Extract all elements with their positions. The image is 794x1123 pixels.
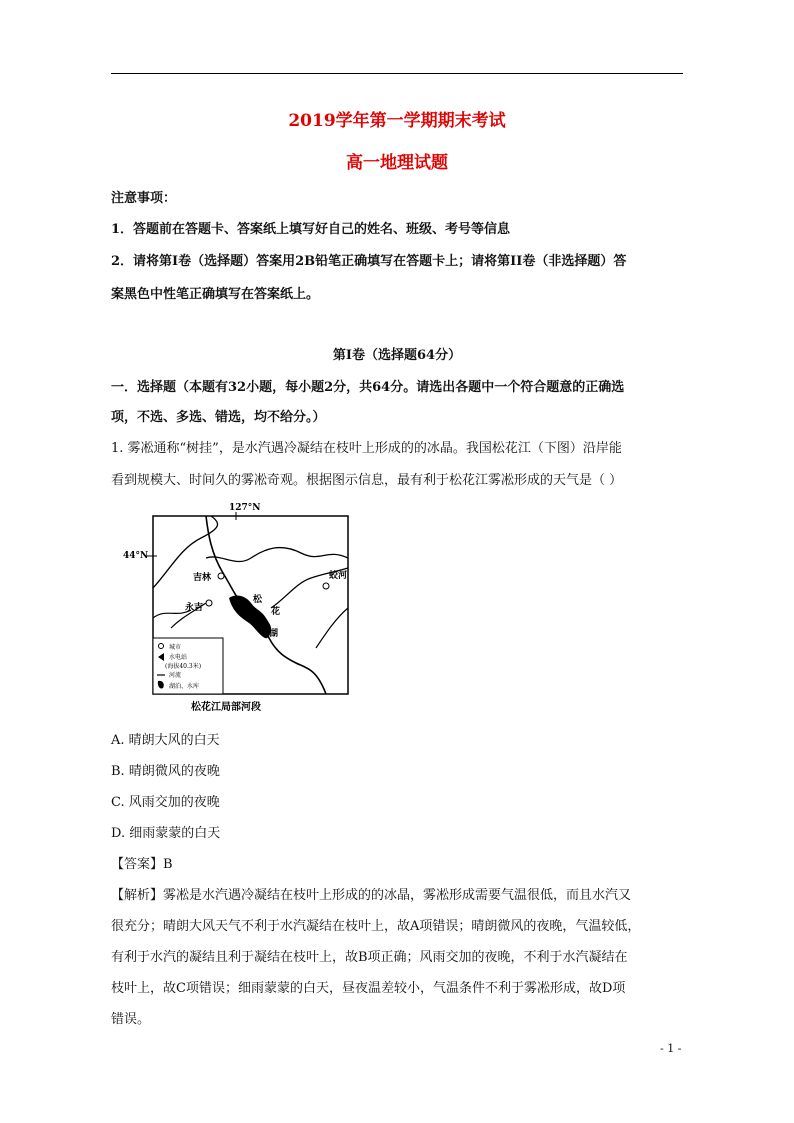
city-marker-jilin — [218, 573, 224, 579]
notice-heading: 注意事项： — [111, 191, 177, 206]
lake-label-1: 松 — [253, 595, 263, 605]
legend-city: 城市 — [169, 644, 182, 651]
exam-subtitle: 高一地理试题 — [346, 153, 448, 173]
lake-label-2: 花 — [271, 607, 281, 617]
answer: 【答案】B — [111, 857, 173, 872]
river-main — [206, 516, 326, 694]
city-label-jilin: 吉林 — [193, 573, 212, 583]
city-label-yongji: 永吉 — [185, 603, 204, 613]
analysis-line-3: 有利于水汽的凝结且利于凝结在枝叶上，故B项正确；风雨交加的夜晚，不利于水汽凝结在 — [111, 950, 628, 965]
map-caption: 松花江局部河段 — [191, 702, 261, 713]
longitude-label: 127°N — [229, 503, 261, 513]
question-stem-line-1: 1. 雾凇通称“树挂”，是水汽遇冷凝结在枝叶上形成的的冰晶。我国松花江（下图）沿岸能 — [111, 441, 622, 456]
legend-lake: 湖泊、水库 — [169, 683, 200, 690]
city-marker-jiaohe — [323, 583, 329, 589]
section-instruction-line-2: 项，不选、多选、错选，均不给分。） — [111, 410, 326, 425]
legend-city-icon — [159, 644, 164, 649]
analysis-line-1: 【解析】雾凇是水汽遇冷凝结在枝叶上形成的的冰晶，雾凇形成需要气温很低，而且水汽又 — [111, 888, 632, 903]
analysis-line-4: 枝叶上，故C项错误；细雨蒙蒙的白天，昼夜温差较小，气温条件不利于雾凇形成，故D项 — [111, 981, 626, 996]
songhua-river-map — [111, 498, 356, 714]
legend-river: 河流 — [169, 672, 182, 679]
legend-dam-elev: (海拔40.3米) — [165, 663, 202, 670]
option-a: A. 晴朗大风的白天 — [111, 733, 220, 748]
notice-item-1: 1．答题前在答题卡、答案纸上填写好自己的姓名、班级、考号等信息 — [111, 222, 511, 237]
section-title: 第Ⅰ卷（选择题64分） — [332, 348, 462, 363]
city-marker-yongji — [206, 600, 212, 606]
latitude-label: 44°N — [123, 551, 149, 561]
question-stem-line-2: 看到规模大、时间久的雾凇奇观。根据图示信息，最有利于松花江雾凇形成的天气是（ ） — [111, 473, 623, 488]
analysis-line-5: 错误。 — [111, 1012, 151, 1027]
river-tributary — [316, 608, 348, 648]
option-d: D. 细雨蒙蒙的白天 — [111, 826, 221, 841]
option-c: C. 风雨交加的夜晚 — [111, 795, 220, 810]
analysis-line-2: 很充分；晴朗大风天气不利于水汽凝结在枝叶上，故A项错误；晴朗微风的夜晚，气温较低， — [111, 919, 641, 934]
header-rule — [111, 73, 683, 74]
section-instruction-line-1: 一．选择题（本题有32小题，每小题2分，共64分。请选出各题中一个符合题意的正确选 — [111, 380, 625, 395]
notice-item-2-line-1: 2．请将第Ⅰ卷（选择题）答案用2B铅笔正确填写在答题卡上；请将第II卷（非选择题）答 — [111, 254, 627, 269]
boundary-line-2 — [206, 548, 348, 562]
city-label-jiaohe: 蛟河 — [329, 571, 348, 581]
option-b: B. 晴朗微风的夜晚 — [111, 764, 220, 779]
legend-dam: 水电站 — [169, 654, 188, 661]
songhua-lake — [229, 596, 271, 639]
notice-item-2-line-2: 案黑色中性笔正确填写在答案纸上。 — [111, 287, 320, 302]
lake-label-3: 湖 — [269, 629, 279, 639]
page-number: - 1 - — [660, 1042, 682, 1055]
exam-title: 2019学年第一学期期末考试 — [288, 111, 506, 131]
